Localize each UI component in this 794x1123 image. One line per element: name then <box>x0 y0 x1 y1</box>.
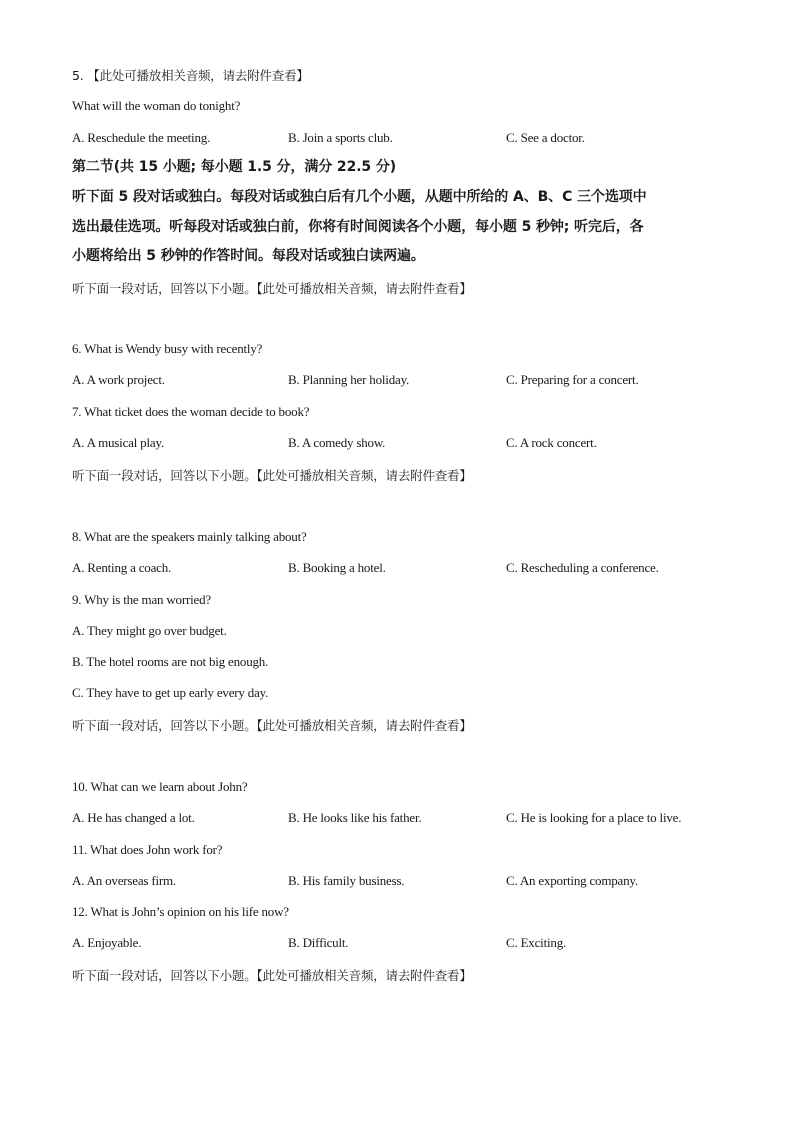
q12-option-b: B. Difficult. <box>288 935 349 950</box>
q12-options <box>72 935 732 953</box>
q10-options <box>72 810 732 828</box>
q5-question: What will the woman do tonight? <box>72 98 241 113</box>
q7-option-c: C. A rock concert. <box>506 435 597 450</box>
q12-option-c: C. Exciting. <box>506 935 567 950</box>
section2-instruction-2: 选出最佳选项。听每段对话或独白前，你将有时间阅读各个小题，每小题 5 秒钟; 听完后，各 <box>72 219 644 235</box>
q10-question: 10. What can we learn about John? <box>72 779 248 794</box>
q5-audio-header: 5. 【此处可播放相关音频，请去附件查看】 <box>72 68 309 83</box>
q9-option-c: C. They have to get up early every day. <box>72 685 269 700</box>
q9-option-b: B. The hotel rooms are not big enough. <box>72 654 269 669</box>
audio-prompt-4: 听下面一段对话，回答以下小题。【此处可播放相关音频，请去附件查看】 <box>72 968 472 983</box>
audio-prompt-2: 听下面一段对话，回答以下小题。【此处可播放相关音频，请去附件查看】 <box>72 468 472 483</box>
audio-prompt-3: 听下面一段对话，回答以下小题。【此处可播放相关音频，请去附件查看】 <box>72 718 472 733</box>
q5-option-b: B. Join a sports club. <box>288 130 393 145</box>
audio-prompt-1: 听下面一段对话，回答以下小题。【此处可播放相关音频，请去附件查看】 <box>72 281 472 296</box>
q8-option-b: B. Booking a hotel. <box>288 560 386 575</box>
q5-options <box>72 130 732 148</box>
q11-option-c: C. An exporting company. <box>506 873 638 888</box>
q5-option-c: C. See a doctor. <box>506 130 585 145</box>
q10-option-a: A. He has changed a lot. <box>72 810 195 825</box>
q6-option-b: B. Planning her holiday. <box>288 372 410 387</box>
q7-question: 7. What ticket does the woman decide to book? <box>72 404 310 419</box>
q10-option-b: B. He looks like his father. <box>288 810 422 825</box>
q8-option-a: A. Renting a coach. <box>72 560 172 575</box>
q12-option-a: A. Enjoyable. <box>72 935 142 950</box>
q8-options <box>72 560 732 578</box>
q6-question: 6. What is Wendy busy with recently? <box>72 341 263 356</box>
q11-options <box>72 873 732 891</box>
q11-question: 11. What does John work for? <box>72 842 223 857</box>
q7-option-b: B. A comedy show. <box>288 435 386 450</box>
q12-question: 12. What is John’s opinion on his life now? <box>72 904 289 919</box>
q11-option-b: B. His family business. <box>288 873 405 888</box>
q10-option-c: C. He is looking for a place to live. <box>506 810 682 825</box>
q8-question: 8. What are the speakers mainly talking about? <box>72 529 307 544</box>
q9-option-a: A. They might go over budget. <box>72 623 227 638</box>
q6-options <box>72 372 732 390</box>
q8-option-c: C. Rescheduling a conference. <box>506 560 659 575</box>
q6-option-a: A. A work project. <box>72 372 165 387</box>
q9-question: 9. Why is the man worried? <box>72 592 211 607</box>
q6-option-c: C. Preparing for a concert. <box>506 372 639 387</box>
section2-title: 第二节(共 15 小题; 每小题 1.5 分，满分 22.5 分) <box>72 159 397 175</box>
q7-options <box>72 435 732 453</box>
q5-option-a: A. Reschedule the meeting. <box>72 130 211 145</box>
q11-option-a: A. An overseas firm. <box>72 873 176 888</box>
q7-option-a: A. A musical play. <box>72 435 164 450</box>
section2-instruction-1: 听下面 5 段对话或独白。每段对话或独白后有几个小题，从题中所给的 A、B、C 三个选项中 <box>72 189 647 205</box>
section2-instruction-3: 小题将给出 5 秒钟的作答时间。每段对话或独白读两遍。 <box>72 248 425 264</box>
